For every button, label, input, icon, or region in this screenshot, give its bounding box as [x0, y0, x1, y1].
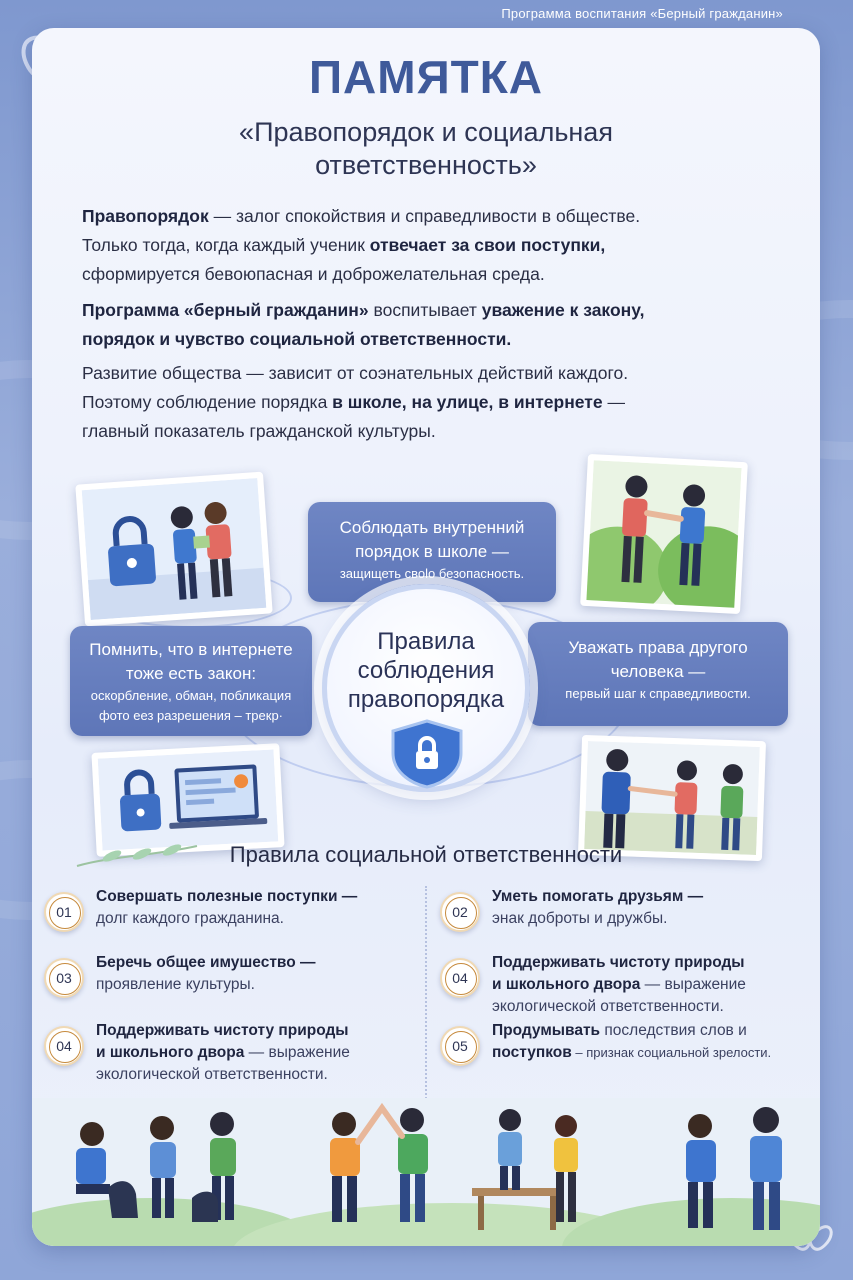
- rule-item: [44, 952, 394, 1012]
- rule-text: [96, 952, 396, 996]
- rule-number-badge: 02: [440, 892, 480, 932]
- rule-item: [440, 952, 790, 1024]
- rule-heading: Продумывать: [492, 1022, 601, 1039]
- subtitle-line: ответственность»: [315, 150, 537, 180]
- bold-text: уважение к закону,: [481, 300, 645, 320]
- rule-text: [96, 1020, 396, 1086]
- rule-text: [492, 886, 792, 930]
- text: воспитывает: [368, 300, 482, 320]
- bubble-text: человека —: [610, 662, 706, 681]
- rule-number-badge: 04: [44, 1026, 84, 1066]
- bubble-text: порядок в школе —: [355, 542, 509, 561]
- kids-activities-illustration: [32, 1098, 820, 1246]
- bold-text: Правопорядок: [82, 206, 209, 226]
- rule-number-badge: 03: [44, 958, 84, 998]
- center-title: [327, 627, 525, 714]
- rule-heading: Совершать полезные поступки —: [96, 888, 358, 905]
- text: Только тогда, когда каждый ученик: [82, 235, 370, 255]
- page-subtitle: [92, 116, 760, 182]
- text: Поэтому соблюдение порядка: [82, 392, 333, 412]
- rule-heading: Уметь помогать друзьям —: [492, 888, 704, 905]
- bubble-text: оскорбление, обман, побликация: [90, 688, 292, 703]
- intro-paragraph-3: [82, 359, 782, 446]
- rule-number-badge: 05: [440, 1026, 480, 1066]
- bold-text: Программа «берный гражданин»: [82, 300, 369, 320]
- rule-line: экологической ответственности.: [492, 998, 724, 1015]
- center-circle: [322, 584, 530, 792]
- rules-section-title: Правила социальной ответственности: [229, 842, 623, 867]
- text: главный показатель гражданской культуры.: [82, 421, 436, 441]
- bubble-text: первый шаг к справедливости.: [565, 686, 751, 701]
- intro-paragraph-1: [82, 202, 782, 289]
- program-header: Программа воспитания «Берный гражданин»: [501, 6, 783, 21]
- text: Развитие общества — зависит от соэнательных действий каждого.: [82, 363, 629, 383]
- rule-item: [44, 886, 394, 946]
- bubble-text: защищеть своlo безопасность.: [339, 566, 525, 581]
- rule-line: – признак социальной зрелости.: [571, 1045, 772, 1060]
- text: сформируется бевоюпасная и доброжелательная среда.: [82, 264, 545, 284]
- bubble-text: Уважать права другого: [568, 638, 748, 657]
- intro-paragraph-2: [82, 296, 782, 354]
- respect-rights-bubble: [528, 622, 788, 726]
- rule-line: экологической ответственности.: [96, 1066, 328, 1083]
- rule-line: — выражение: [244, 1044, 350, 1061]
- bubble-text: тоже есть закон:: [125, 664, 257, 683]
- rule-heading: и школьного двора: [492, 976, 641, 993]
- text: — залог спокойствия и справедливости в обществе.: [208, 206, 641, 226]
- rule-line: долг каждого гражданина.: [96, 910, 284, 927]
- rule-line: энак доброты и дружбы.: [492, 910, 668, 927]
- rule-heading: поступков: [492, 1044, 572, 1061]
- rule-number-badge: 04: [440, 958, 480, 998]
- bold-text: в школе, на улице, в интернете: [332, 392, 603, 412]
- column-divider: [425, 886, 427, 1106]
- bold-text: порядок и чувство социальной ответственности.: [82, 329, 512, 349]
- rule-item: [440, 886, 790, 946]
- handshake-image: [580, 454, 748, 614]
- rule-heading: Поддерживать чистоту природы: [96, 1022, 349, 1039]
- text: —: [602, 392, 625, 412]
- center-title-line: соблюдения: [357, 657, 495, 684]
- rule-item: [440, 1020, 790, 1080]
- rule-line: последствия слов и: [600, 1022, 747, 1039]
- rule-text: [492, 952, 792, 1018]
- rule-heading: и школьного двора: [96, 1044, 245, 1061]
- school-kids-image: [75, 472, 272, 627]
- bold-text: отвечает за свои поступки,: [369, 235, 606, 255]
- memo-card: [32, 28, 820, 1246]
- subtitle-line: «Правопорядок и социальная: [239, 117, 613, 147]
- shield-lock-icon: [385, 719, 469, 789]
- rule-heading: Поддерживать чистоту природы: [492, 954, 745, 971]
- rule-number-badge: 01: [44, 892, 84, 932]
- center-title-line: правопорядка: [347, 686, 505, 713]
- rule-text: [492, 1020, 792, 1064]
- bubble-text: фото еез разрешения – трекр·: [98, 708, 284, 723]
- center-title-line: Правила: [377, 628, 475, 655]
- rule-line: проявление культуры.: [96, 976, 255, 993]
- bubble-text: Соблюдать внутренний: [339, 518, 525, 537]
- page-title: ПАМЯТКА: [308, 51, 544, 103]
- rule-heading: Беречь общее имушество —: [96, 954, 316, 971]
- rule-item: [44, 1020, 394, 1092]
- rule-line: — выражение: [640, 976, 746, 993]
- bubble-text: Помнить, что в интернете: [89, 640, 293, 659]
- rule-text: [96, 886, 396, 930]
- rules-diagram: [32, 448, 820, 858]
- internet-law-bubble: [70, 626, 312, 736]
